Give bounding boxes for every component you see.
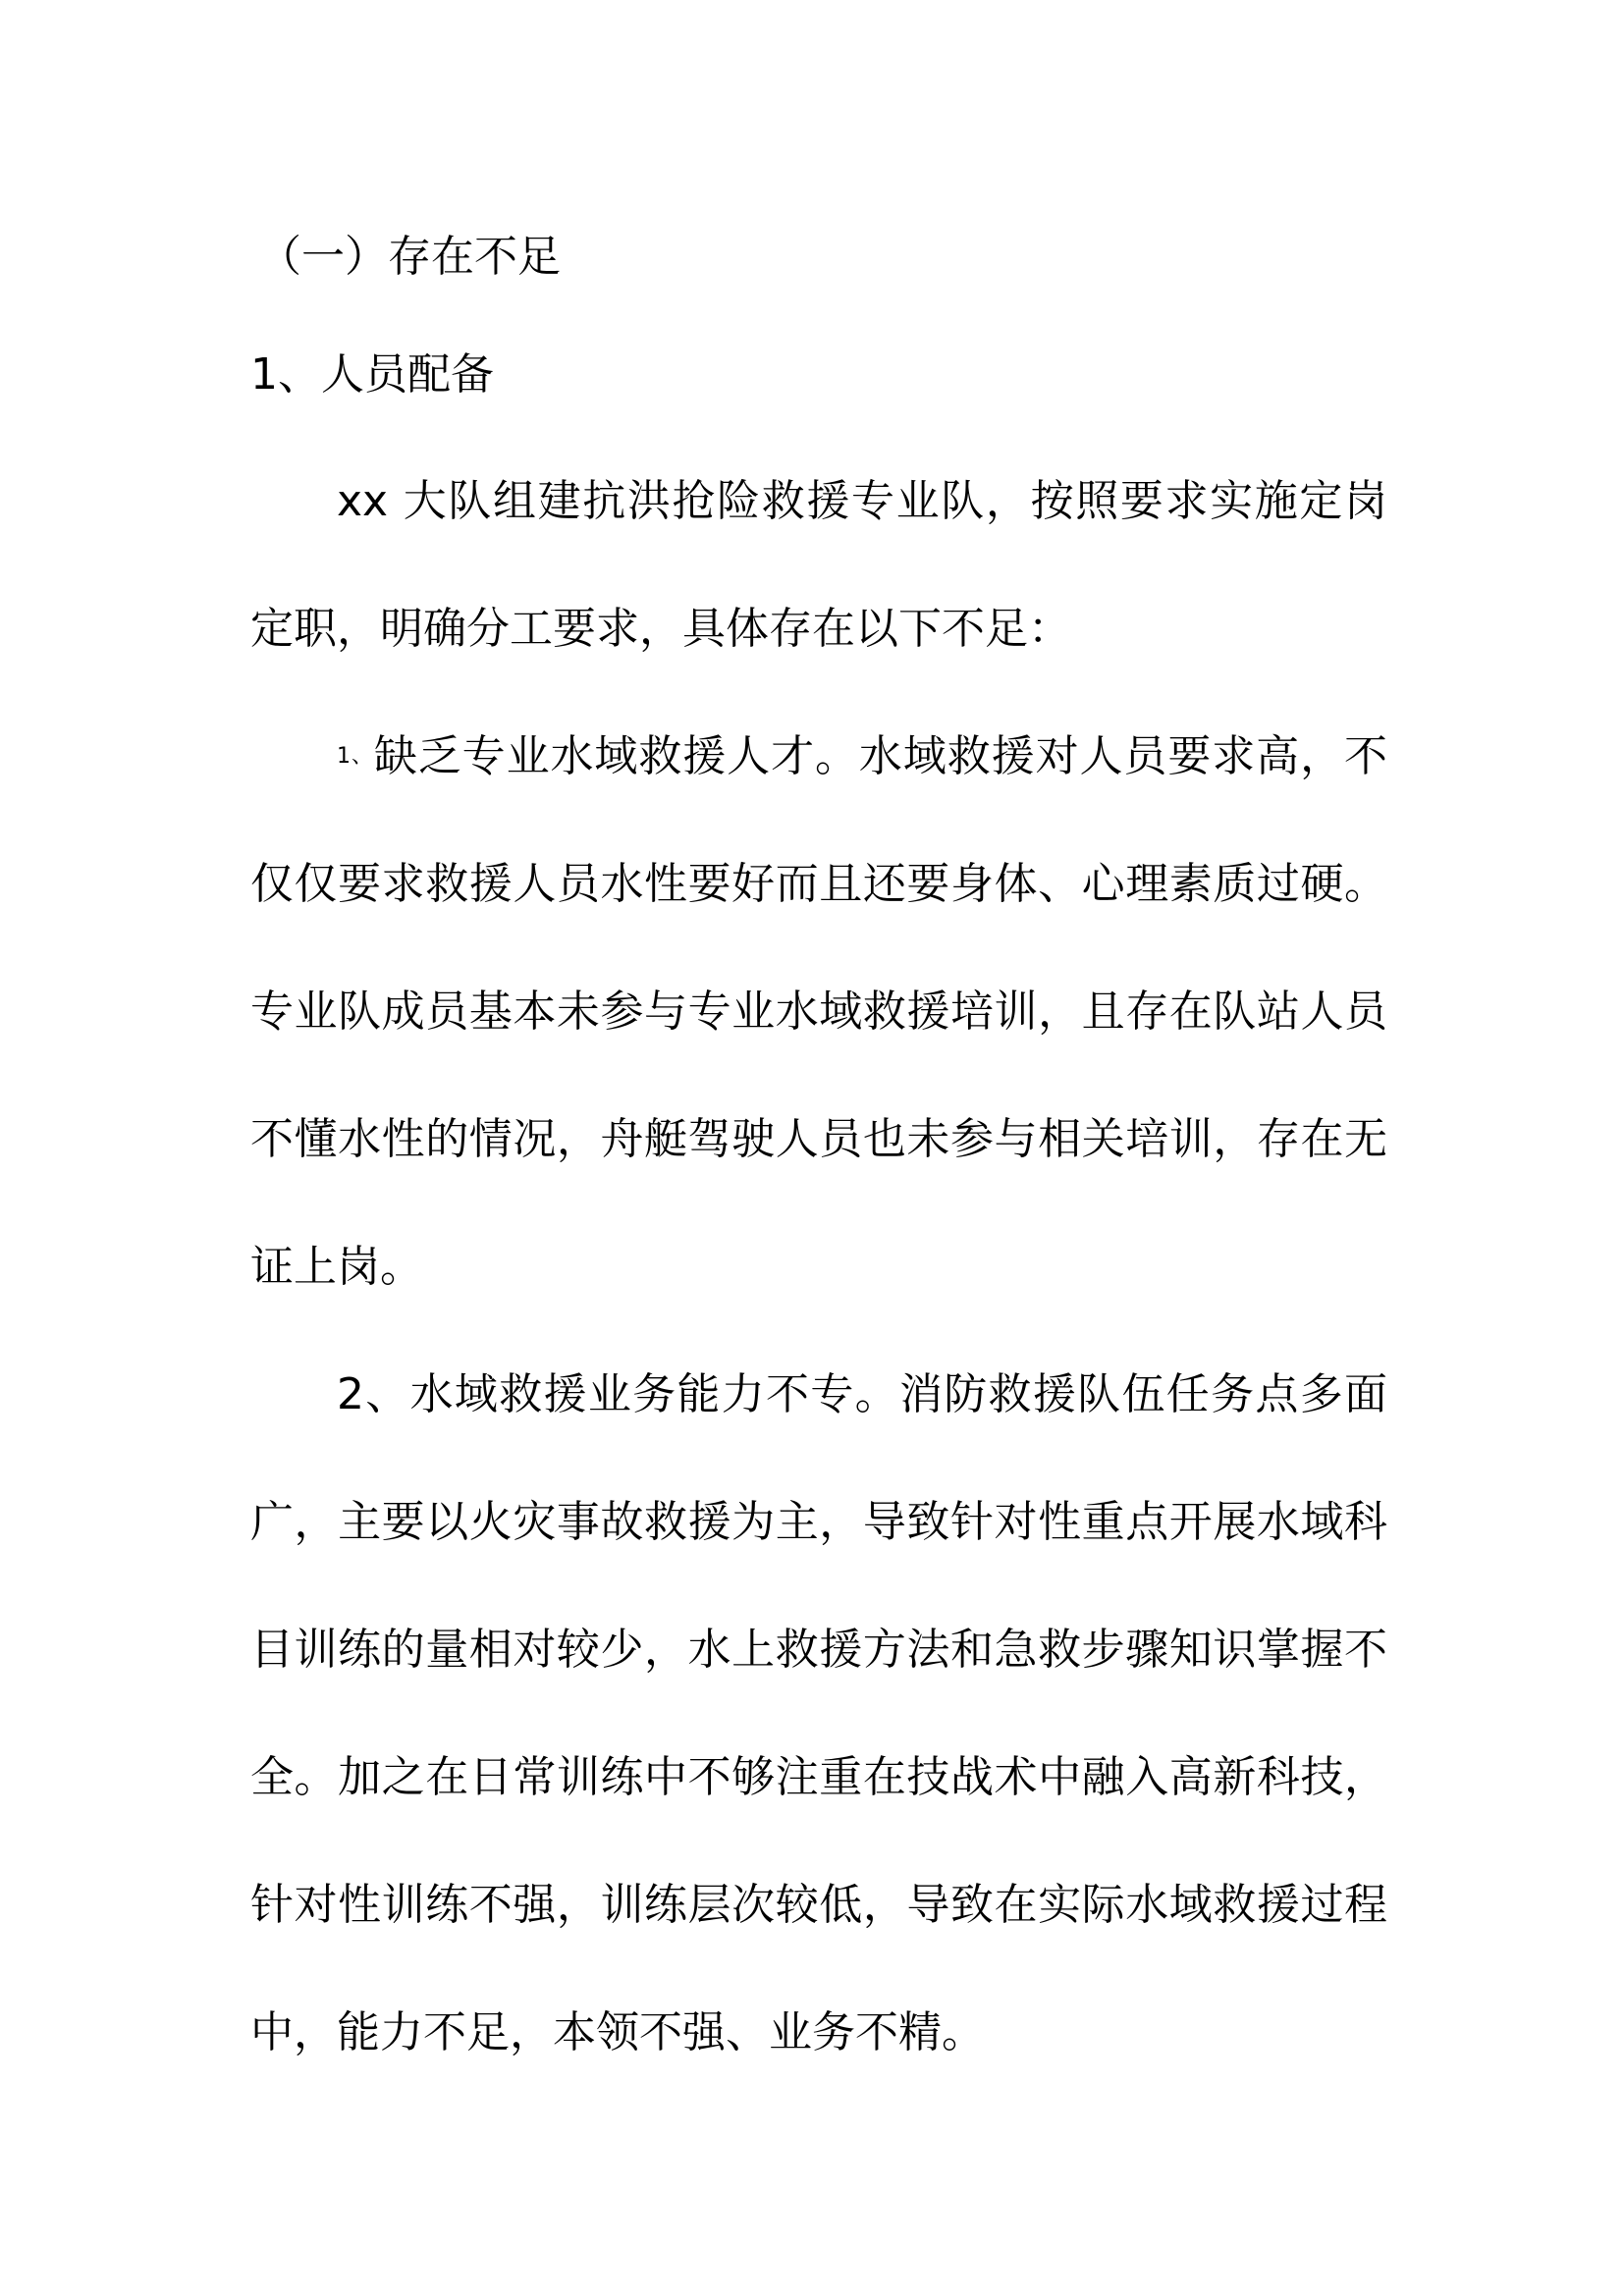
- item1-paragraph: [250, 693, 1387, 1331]
- item1-number: 1、: [337, 744, 374, 769]
- intro-paragraph: xx 大队组建抗洪抢险救援专业队，按照要求实施定岗定职，明确分工要求，具体存在以下不足：: [250, 476, 1387, 654]
- document-page: [250, 218, 1387, 2097]
- item1-text: 缺乏专业水域救援人才。水域救援对人员要求高，不仅仅要求救援人员水性要好而且还要身体、心理素质过硬。专业队成员基本未参与专业水域救援培训，且存在队站人员不懂水性的情况，舟艇驾驶人员也未参与相关培训，存在无证上岗。: [250, 731, 1388, 1292]
- item2-paragraph: 2、水域救援业务能力不专。消防救援队伍任务点多面广，主要以火灾事故救援为主，导致针对性重点开展水域科目训练的量相对较少，水上救援方法和急救步骤知识掌握不全。加之在日常训练中不够注重在技战术中融入高新科技，针对性训练不强，训练层次较低，导致在实际水域救援过程中，能力不足，本领不强、业务不精。: [250, 1369, 1387, 2057]
- subheading: 1、人员配备: [250, 349, 494, 400]
- section-heading: （一）存在不足: [258, 232, 561, 282]
